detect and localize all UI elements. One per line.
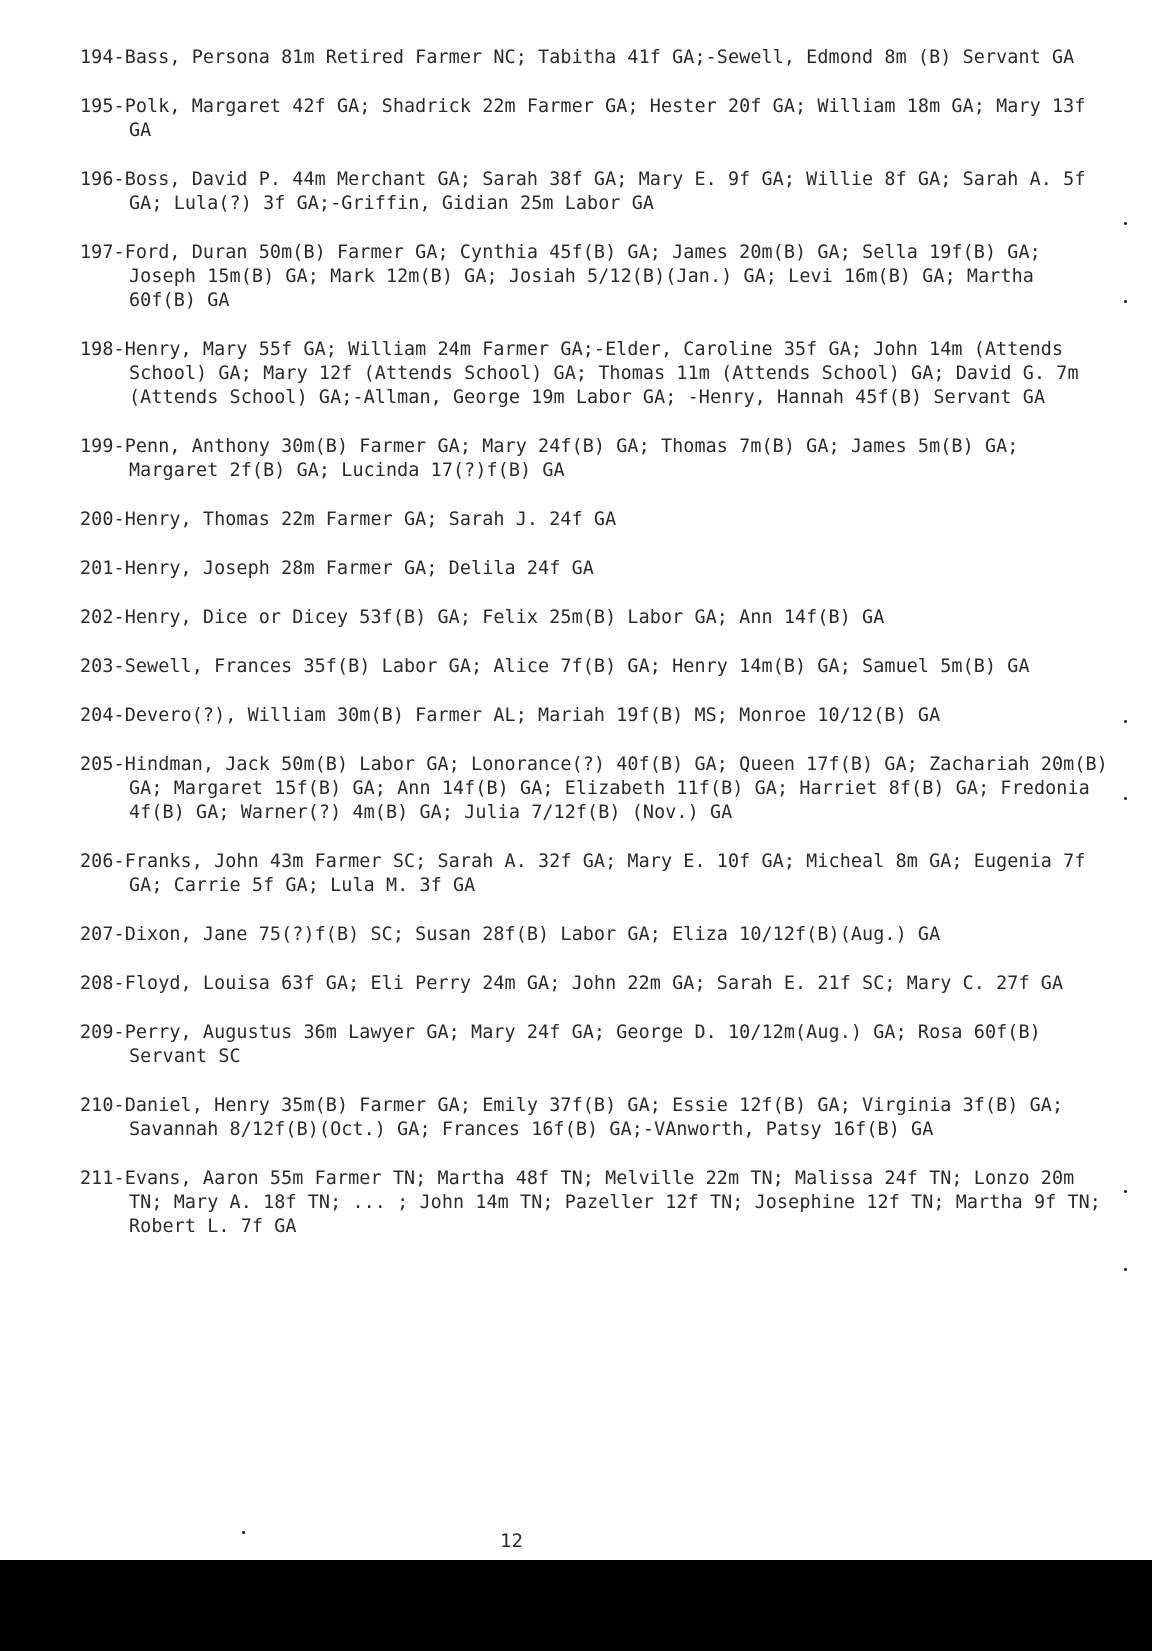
census-entry-199: 199-Penn, Anthony 30m(B) Farmer GA; Mary 24f(B) GA; Thomas 7m(B) GA; James 5m(B) GA; Margaret 2f(B) GA; Lucinda 17(?)f(B) GA [80, 436, 1019, 481]
scan-speck [1124, 1268, 1127, 1271]
census-entry-200: 200-Henry, Thomas 22m Farmer GA; Sarah J. 24f GA [80, 509, 617, 530]
scan-border [0, 1560, 1152, 1651]
census-entry-194: 194-Bass, Persona 81m Retired Farmer NC; Tabitha 41f GA;-Sewell, Edmond 8m (B) Servant GA [80, 47, 1075, 68]
census-entries [80, 46, 1110, 1264]
census-entry-206: 206-Franks, John 43m Farmer SC; Sarah A. 32f GA; Mary E. 10f GA; Micheal 8m GA; Eugenia 7f GA; Carrie 5f GA; Lula M. 3f GA [80, 851, 1086, 896]
census-entry-209: 209-Perry, Augustus 36m Lawyer GA; Mary 24f GA; George D. 10/12m(Aug.) GA; Rosa 60f(B) Servant SC [80, 1022, 1041, 1067]
census-entry-195: 195-Polk, Margaret 42f GA; Shadrick 22m Farmer GA; Hester 20f GA; William 18m GA; Mary 13f GA [80, 96, 1086, 141]
scan-speck [1124, 797, 1127, 800]
census-entry-203: 203-Sewell, Frances 35f(B) Labor GA; Alice 7f(B) GA; Henry 14m(B) GA; Samuel 5m(B) GA [80, 656, 1030, 677]
census-entry-204: 204-Devero(?), William 30m(B) Farmer AL; Mariah 19f(B) MS; Monroe 10/12(B) GA [80, 705, 941, 726]
census-entry-201: 201-Henry, Joseph 28m Farmer GA; Delila 24f GA [80, 558, 594, 579]
census-entry-207: 207-Dixon, Jane 75(?)f(B) SC; Susan 28f(B) Labor GA; Eliza 10/12f(B)(Aug.) GA [80, 924, 941, 945]
census-entry-196: 196-Boss, David P. 44m Merchant GA; Sarah 38f GA; Mary E. 9f GA; Willie 8f GA; Sarah A. 5f GA; Lula(?) 3f GA;-Griffin, Gidian 25m Labor GA [80, 169, 1086, 214]
scan-speck [1124, 1190, 1127, 1193]
census-entry-208: 208-Floyd, Louisa 63f GA; Eli Perry 24m GA; John 22m GA; Sarah E. 21f SC; Mary C. 27f GA [80, 973, 1064, 994]
census-entry-197: 197-Ford, Duran 50m(B) Farmer GA; Cynthia 45f(B) GA; James 20m(B) GA; Sella 19f(B) GA; Joseph 15m(B) GA; Mark 12m(B) GA; Josiah 5/12(B)(Jan.) GA; Levi 16m(B) GA; Martha 60f(B) GA [80, 242, 1041, 311]
page-number: 12 [500, 1530, 523, 1552]
census-entry-210: 210-Daniel, Henry 35m(B) Farmer GA; Emily 37f(B) GA; Essie 12f(B) GA; Virginia 3f(B) GA; Savannah 8/12f(B)(Oct.) GA; Frances 16f(B) GA;-VAnworth, Patsy 16f(B) GA [80, 1095, 1064, 1140]
scan-speck [1124, 720, 1127, 723]
scan-speck [242, 1531, 245, 1534]
scan-speck [1124, 300, 1127, 303]
census-entry-211: 211-Evans, Aaron 55m Farmer TN; Martha 48f TN; Melville 22m TN; Malissa 24f TN; Lonzo 20m TN; Mary A. 18f TN; ... ; John 14m TN; Pazeller 12f TN; Josephine 12f TN; Martha 9f TN; Robert L. 7f GA [80, 1168, 1101, 1237]
census-entry-205: 205-Hindman, Jack 50m(B) Labor GA; Lonorance(?) 40f(B) GA; Queen 17f(B) GA; Zachariah 20m(B) GA; Margaret 15f(B) GA; Ann 14f(B) GA; Elizabeth 11f(B) GA; Harriet 8f(B) GA; Fredonia 4f(B) GA; Warner(?) 4m(B) GA; Julia 7/12f(B) (Nov.) GA [80, 754, 1108, 823]
census-entry-198: 198-Henry, Mary 55f GA; William 24m Farmer GA;-Elder, Caroline 35f GA; John 14m (Attends School) GA; Mary 12f (Attends School) GA; Thomas 11m (Attends School) GA; David G. 7m (Attends School) GA;-Allman, George 19m Labor GA; -Henry, Hannah 45f(B) Servant GA [80, 339, 1079, 408]
census-entry-202: 202-Henry, Dice or Dicey 53f(B) GA; Felix 25m(B) Labor GA; Ann 14f(B) GA [80, 607, 885, 628]
scan-speck [1124, 222, 1127, 225]
